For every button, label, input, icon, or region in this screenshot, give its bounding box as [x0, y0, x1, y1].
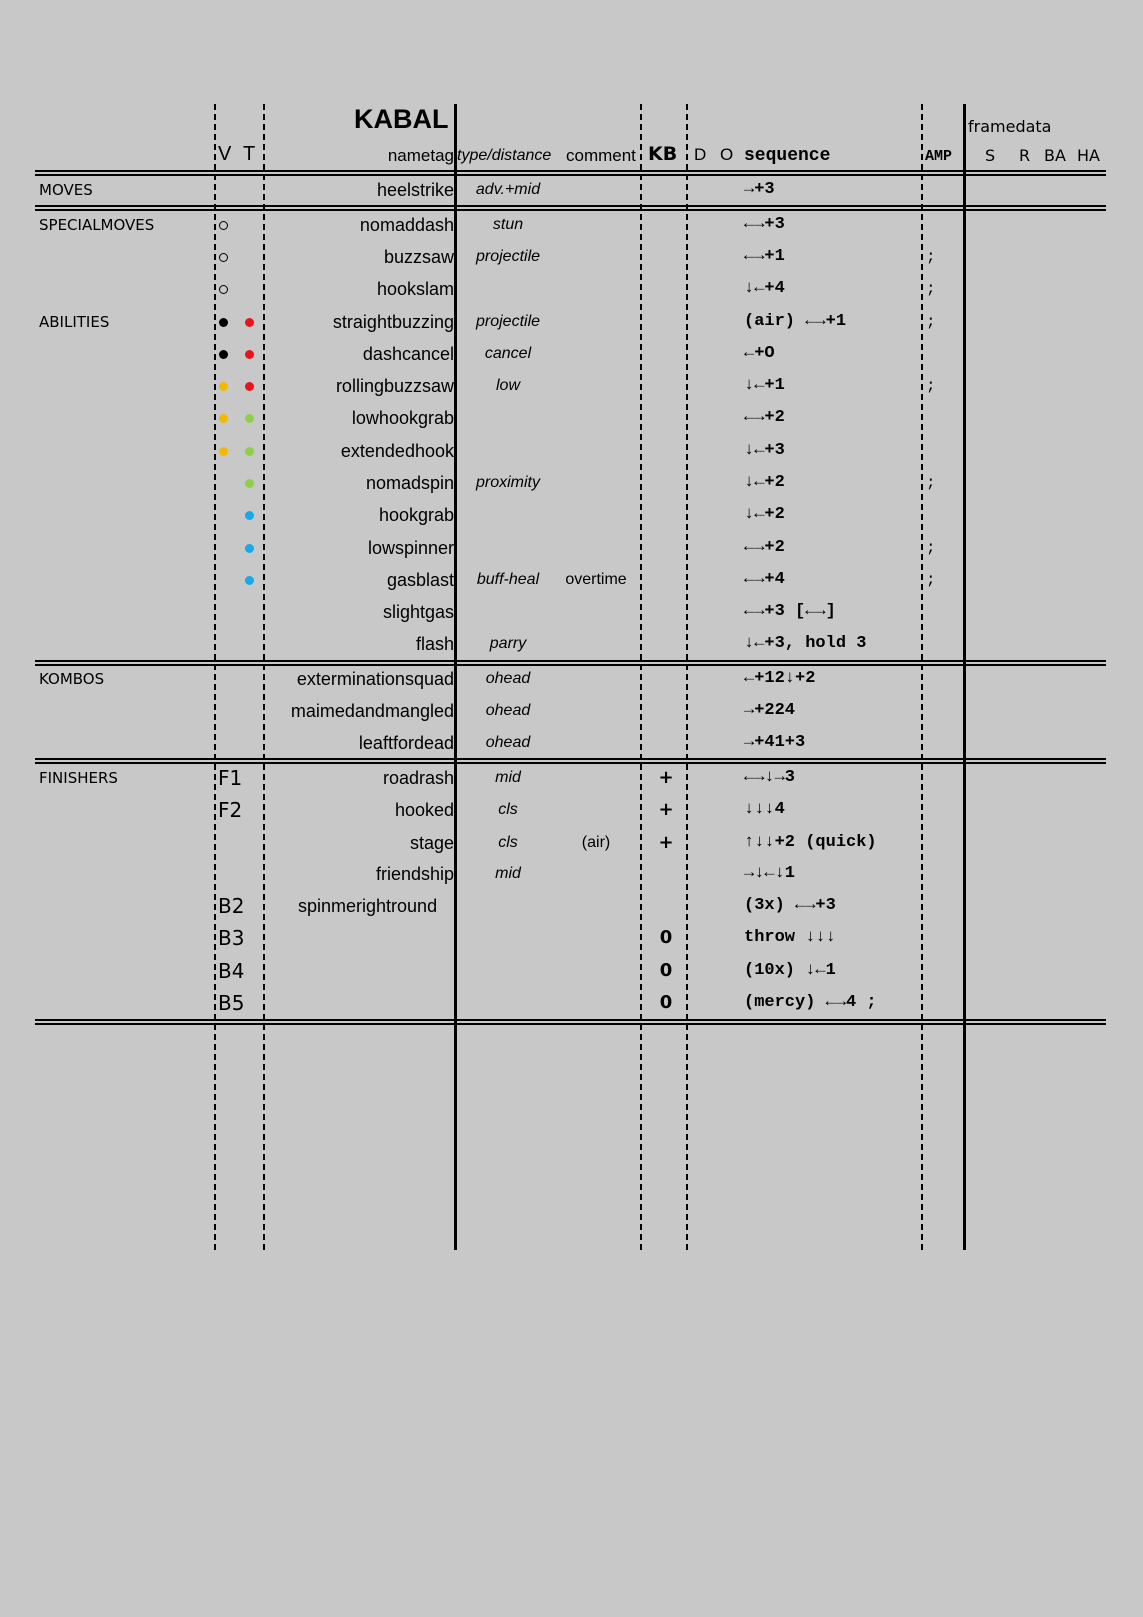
move-name: extendedhook: [340, 441, 454, 461]
section-label: FINISHERS: [39, 769, 118, 787]
move-type: ohead: [485, 702, 531, 719]
amp-marker: ;: [926, 280, 936, 298]
kb-marker: 0: [659, 927, 673, 948]
red-dot-icon: [245, 350, 254, 359]
move-name: hookslam: [376, 279, 454, 299]
section-label: SPECIALMOVES: [39, 216, 155, 234]
kb-marker: +: [658, 767, 674, 788]
move-comment: overtime: [565, 571, 627, 588]
table-row: [0, 629, 1143, 659]
t-marker: [245, 533, 254, 563]
move-sequence: ←→+3: [744, 215, 785, 234]
green-dot-icon: [245, 447, 254, 456]
move-sequence: (10x) ↓←1: [744, 961, 836, 980]
move-sequence: →+224: [744, 701, 796, 720]
move-type: low: [495, 377, 520, 394]
col-header-d: D: [694, 145, 707, 164]
col-header-nametag: nametag: [387, 146, 454, 165]
move-sequence: (air) ←→+1: [744, 312, 847, 331]
move-name: roadrash: [382, 768, 454, 788]
move-type: parry: [489, 635, 527, 652]
table-row: [0, 859, 1143, 889]
col-header-sequence: sequence: [744, 146, 831, 166]
green-dot-icon: [245, 414, 254, 423]
v-marker: [219, 210, 228, 240]
v-marker: B2: [218, 894, 245, 918]
table-row: [0, 175, 1143, 205]
table-row: [0, 696, 1143, 726]
amp-marker: ;: [926, 571, 936, 589]
section-label: KOMBOS: [39, 670, 105, 688]
section-label: ABILITIES: [39, 313, 110, 331]
green-dot-icon: [245, 479, 254, 488]
move-name: exterminationsquad: [296, 669, 454, 689]
table-row: [0, 210, 1143, 240]
move-name: stage: [409, 833, 454, 853]
table-row: [0, 468, 1143, 498]
move-sequence: (mercy) ←→4 ;: [744, 993, 877, 1012]
table-row: [0, 763, 1143, 793]
t-marker: [245, 468, 254, 498]
red-dot-icon: [245, 318, 254, 327]
t-marker: [245, 371, 254, 401]
move-name: hooked: [394, 800, 454, 820]
move-sequence: ↓←+4: [744, 279, 785, 298]
v-marker: B4: [218, 959, 245, 983]
move-name: lowspinner: [367, 538, 454, 558]
kb-marker: +: [658, 799, 674, 820]
table-row: [0, 664, 1143, 694]
move-name: leaftfordead: [358, 733, 454, 753]
t-marker: [245, 565, 254, 595]
move-sequence: →+3: [744, 180, 775, 199]
move-name: buzzsaw: [383, 247, 454, 267]
table-row: [0, 923, 1143, 953]
move-sequence: →+41+3: [744, 733, 806, 752]
blue-dot-icon: [245, 511, 254, 520]
move-sequence: ←→+2: [744, 408, 785, 427]
move-type: cls: [498, 801, 518, 818]
move-type: buff-heal: [476, 571, 540, 588]
col-header-fd-ha: HA: [1077, 146, 1100, 165]
move-name: lowhookgrab: [351, 408, 454, 428]
col-header-kb: KB: [648, 143, 678, 165]
move-type: stun: [492, 216, 524, 233]
v-marker: B3: [218, 926, 245, 950]
amp-marker: ;: [926, 539, 936, 557]
kb-marker: +: [658, 832, 674, 853]
amp-marker: ;: [926, 474, 936, 492]
blue-dot-icon: [245, 544, 254, 553]
table-row: [0, 533, 1143, 563]
move-sequence: ←→↓→3: [744, 768, 796, 787]
table-row: [0, 500, 1143, 530]
table-row: [0, 795, 1143, 825]
table-row: [0, 956, 1143, 986]
v-marker: [219, 242, 228, 272]
move-sequence: ↓←+1: [744, 376, 785, 395]
col-header-fd-ba: BA: [1044, 146, 1066, 165]
kb-marker: 0: [659, 992, 673, 1013]
move-sequence: ↓←+3: [744, 441, 785, 460]
table-row: [0, 242, 1143, 272]
v-marker: F1: [218, 766, 243, 790]
table-row: [0, 274, 1143, 304]
move-name: hookgrab: [378, 505, 454, 525]
yellow-dot-icon: [219, 447, 228, 456]
table-row: [0, 828, 1143, 858]
col-header-type: type/distance: [457, 147, 552, 164]
move-name: gasblast: [386, 570, 454, 590]
move-sequence: ↓←+2: [744, 505, 785, 524]
move-type: projectile: [475, 248, 541, 265]
col-header-v: V: [218, 143, 232, 165]
v-marker: [219, 274, 228, 304]
open-circle-icon: [219, 253, 228, 262]
open-circle-icon: [219, 285, 228, 294]
blue-dot-icon: [245, 576, 254, 585]
move-sequence: ←→+2: [744, 538, 785, 557]
move-name: rollingbuzzsaw: [335, 376, 454, 396]
move-type: ohead: [485, 734, 531, 751]
move-sequence: ←+12↓+2: [744, 669, 816, 688]
amp-marker: ;: [926, 313, 936, 331]
move-name: maimedandmangled: [290, 701, 454, 721]
table-row: [0, 436, 1143, 466]
table-row: [0, 371, 1143, 401]
amp-marker: ;: [926, 377, 936, 395]
black-dot-icon: [219, 318, 228, 327]
v-marker: [219, 371, 228, 401]
t-marker: [245, 436, 254, 466]
move-type: mid: [495, 865, 521, 882]
move-sequence: (3x) ←→+3: [744, 896, 836, 915]
table-row: [0, 565, 1143, 595]
amp-marker: ;: [926, 248, 936, 266]
col-header-framedata: framedata: [968, 117, 1052, 136]
v-marker: [219, 403, 228, 433]
move-type: adv.+mid: [475, 181, 541, 198]
move-name: slightgas: [382, 602, 454, 622]
v-marker: [219, 436, 228, 466]
move-sequence: ←→+1: [744, 247, 785, 266]
col-header-fd-s: S: [985, 146, 996, 165]
open-circle-icon: [219, 221, 228, 230]
finishers-divider: [35, 1019, 1106, 1025]
move-name: nomadspin: [365, 473, 454, 493]
move-sequence: ↓←+3, hold 3: [744, 634, 867, 653]
col-header-fd-r: R: [1019, 146, 1031, 165]
move-comment: (air): [581, 834, 611, 851]
move-name: straightbuzzing: [332, 312, 454, 332]
move-name: flash: [415, 634, 454, 654]
yellow-dot-icon: [219, 414, 228, 423]
page-title: KABAL: [354, 104, 449, 134]
red-dot-icon: [245, 382, 254, 391]
col-header-comment: comment: [566, 146, 636, 165]
move-type: mid: [495, 769, 521, 786]
table-row: [0, 891, 1143, 921]
t-marker: [245, 307, 254, 337]
move-type: projectile: [475, 313, 541, 330]
move-type: cls: [498, 834, 518, 851]
v-marker: [219, 339, 228, 369]
yellow-dot-icon: [219, 382, 228, 391]
move-name: nomaddash: [359, 215, 454, 235]
move-type: proximity: [475, 474, 540, 491]
t-marker: [245, 339, 254, 369]
move-sequence: ←→+4: [744, 570, 785, 589]
v-marker: B5: [218, 991, 245, 1015]
v-marker: [219, 307, 228, 337]
move-type: cancel: [484, 345, 532, 362]
move-sequence: throw ↓↓↓: [744, 928, 836, 947]
move-name: heelstrike: [376, 180, 454, 200]
table-row: [0, 339, 1143, 369]
move-sequence: ↓←+2: [744, 473, 785, 492]
move-name: spinmerightround: [298, 896, 438, 916]
t-marker: [245, 403, 254, 433]
move-type: ohead: [485, 670, 531, 687]
move-sequence: ↑↓↓+2 (quick): [744, 833, 877, 852]
table-row: [0, 307, 1143, 337]
table-row: [0, 597, 1143, 627]
table-row: [0, 728, 1143, 758]
col-header-amp: AMP: [925, 148, 953, 165]
move-sequence: ←→+3 [←→]: [744, 602, 836, 621]
v-marker: F2: [218, 798, 243, 822]
t-marker: [245, 500, 254, 530]
move-sequence: ←+O: [744, 344, 775, 363]
black-dot-icon: [219, 350, 228, 359]
section-label: MOVES: [39, 181, 93, 199]
move-name: dashcancel: [362, 344, 454, 364]
col-header-t: T: [243, 143, 256, 165]
kb-marker: 0: [659, 960, 673, 981]
col-header-o: O: [720, 145, 734, 164]
table-row: [0, 403, 1143, 433]
move-sequence: →↓←↓1: [744, 864, 796, 883]
move-name: friendship: [375, 864, 454, 884]
table-row: [0, 988, 1143, 1018]
move-sequence: ↓↓↓4: [744, 800, 785, 819]
